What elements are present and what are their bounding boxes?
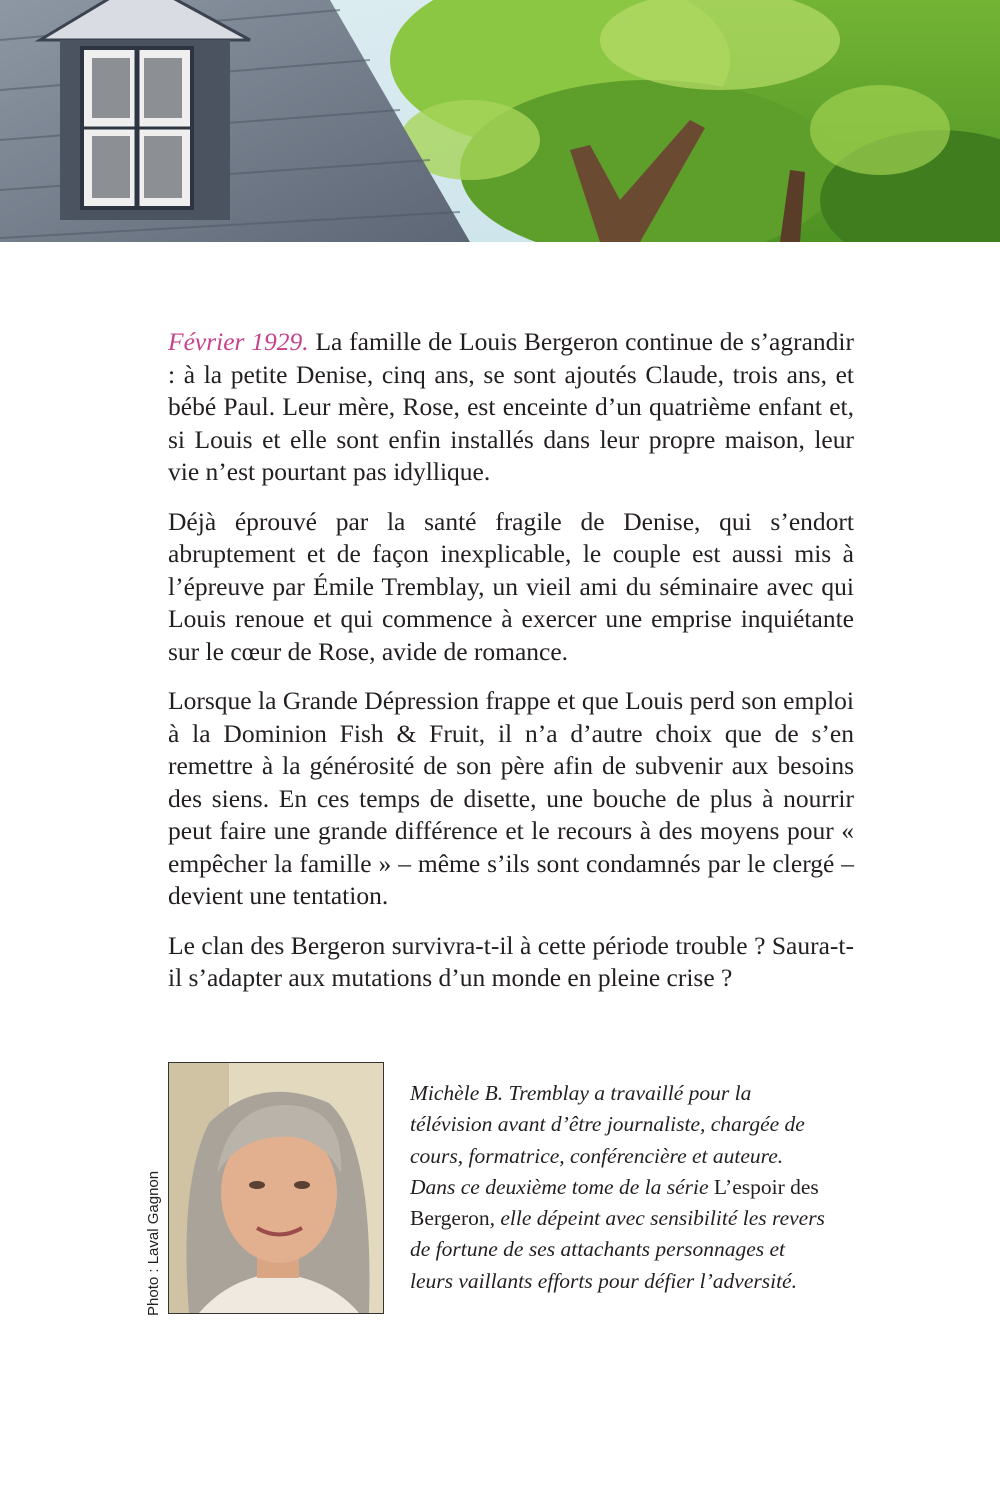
series-title: L’espoir des Bergeron — [410, 1174, 819, 1231]
photo-credit: Photo : Laval Gagnon — [145, 1170, 162, 1316]
author-bio-part1: Michèle B. Tremblay a travaillé pour la télévision avant d’être journaliste, chargée de cours, formatrice, conférencière et auteure. Dans ce deuxième tome de la série — [410, 1081, 805, 1199]
summary-paragraph-4: Le clan des Bergeron survivra-t-il à cette période trouble ? Saura-t-il s’adapter aux mutations d’un monde en pleine crise ? — [168, 930, 854, 992]
summary-paragraph-1-text: La famille de Louis Bergeron continue de s’agrandir : à la petite Denise, cinq ans, se sont ajoutés Claude, trois ans, et bébé Paul. Leur mère, Rose, est enceinte d’un quatrième enfant et, si Louis et elle sont enfin installés dans leur propre maison, leur vie n’est pourtant pas idyllique. — [168, 327, 854, 486]
dormer-window — [40, 0, 250, 220]
author-bio-part2: , elle dépeint avec sensibilité les revers de fortune de ses attachants personnages et leurs vaillants efforts pour défier l’adversité. — [410, 1206, 825, 1293]
summary-paragraph-3: Lorsque la Grande Dépression frappe et que Louis perd son emploi à la Dominion Fish & Fruit, il n’a d’autre choix que de s’en remettre à la générosité de son père afin de subvenir aux besoins des siens. En ces temps de disette, une bouche de plus à nourrir peut faire une grande différence et le recours à des moyens pour « empêcher la famille » – même s’ils sont condamnés par le clergé – devient une tentation. — [168, 686, 854, 910]
back-cover-summary — [168, 326, 854, 1012]
cover-illustration — [0, 0, 1000, 242]
author-bio — [410, 1078, 830, 1297]
summary-paragraph-1 — [168, 326, 854, 489]
date-label: Février 1929. — [168, 327, 309, 356]
tree-foliage — [390, 0, 1000, 242]
author-photo — [168, 1062, 384, 1314]
summary-paragraph-2: Déjà éprouvé par la santé fragile de Denise, qui s’endort abruptement et de façon inexplicable, le couple est aussi mis à l’épreuve par Émile Tremblay, un vieil ami du séminaire avec qui Louis renoue et qui commence à exercer une emprise inquiétante sur le cœur de Rose, avide de romance. — [168, 506, 854, 666]
